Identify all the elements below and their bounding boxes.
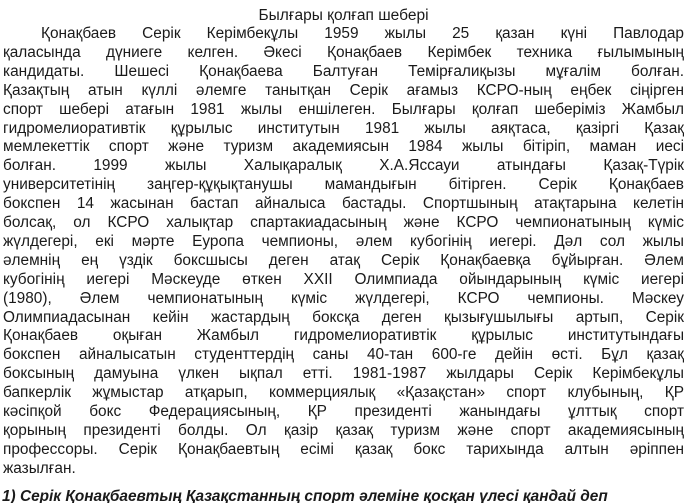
paragraph-line: бокспен айналысатын студенттердің саны 40-тан 600-ге дейін өсті. Бұл қазақ — [3, 346, 684, 364]
question-line-cut-off: 1) Серік Қонақбаевтың Қазақстанның спорт әлеміне қосқан үлесі қандай деп — [2, 488, 608, 503]
paragraph-line: Қонақбаев Серік Керімбекұлы 1959 жылы 25 қазан күні Павлодар — [41, 25, 684, 42]
paragraph-line: (1980), Әлем чемпионатының күміс жүлдегері, КСРО чемпионы. Мәскеу — [3, 289, 684, 307]
paragraph-line: бокспен 14 жасынан бастап айналыса бастады. Спортшының атақтарына келетін — [3, 195, 684, 213]
paragraph-line: кубогінің иегері Мәскеуде өткен XXII Олимпиада ойындарының күміс иегері — [3, 270, 684, 288]
document-title: Былғары қолғап шебері — [258, 7, 429, 24]
paragraph-line: гидромелиоративтік құрылыс институтын 1981 жылы аяқтаса, қазіргі Қазақ — [3, 119, 684, 137]
paragraph-line: спорт шебері атағын 1981 жылы еншілеген. Былғары қолғап шеберіміз Жамбыл — [3, 100, 684, 118]
paragraph-line: мемлекеттік спорт және туризм академиясын 1984 жылы бітіріп, маман иесі — [3, 138, 684, 156]
paragraph-line: боксының дамуына үлкен ықпал етті. 1981-1987 жылдары Серік Керімбекұлы — [3, 365, 684, 383]
paragraph-line: қорының президенті болды. Ол қазір қазақ туризм және спорт академиясының — [3, 421, 684, 439]
paragraph-line: университетінің заңгер-құқықтанушы мамандығын бітірген. Серік Қонақбаев — [3, 176, 684, 194]
paragraph-line: Қазақтың атын күллі әлемге танытқан Серік ағамыз КСРО-ның еңбек сіңірген — [3, 81, 684, 99]
paragraph-line: кәсіпқой бокс Федерациясының, ҚР президенті жанындағы ұлттық спорт — [3, 403, 684, 420]
paragraph-line: кандидаты. Шешесі Қонақбаева Балтуған Темірғалиқызы мұғалім болған. — [3, 62, 684, 80]
paragraph-line: Олимпиадасынан кейін жастардың боксқа деген қызығушылығы артып, Серік — [3, 308, 684, 326]
paragraph-line: жазылған. — [3, 459, 76, 477]
paragraph-line: болған. 1999 жылы Халықаралық Х.А.Яссауи атындағы Қазақ-Түрік — [3, 157, 684, 175]
paragraph-line: әлемнің ең үздік боксшысы деген атақ Серік Қонақбаевқа бұйырған. Әлем — [3, 251, 684, 269]
paragraph-line: қаласында дүниеге келген. Әкесі Қонақбаев Керімбек техника ғылымының — [3, 43, 684, 61]
paragraph-line: бапкерлік жұмыстар атқарып, коммерциялық «Қазақстан» спорт клубының, ҚР — [3, 384, 684, 402]
paragraph-line: профессоры. Серік Қонақбаевтың есімі қазақ бокс тарихында алтын әріппен — [3, 440, 684, 458]
paragraph-line: жүлдегері, екі мәрте Еуропа чемпионы, әлем кубогінің иегері. Дәл сол жылы — [3, 232, 684, 250]
paragraph-line: Қонақбаев оқыған Жамбыл гидромелиоративтік құрылыс институтындағы — [3, 327, 684, 345]
paragraph-line: болсақ, ол КСРО халықтар спартакиадасының және КСРО чемпионатының күміс — [3, 214, 684, 231]
